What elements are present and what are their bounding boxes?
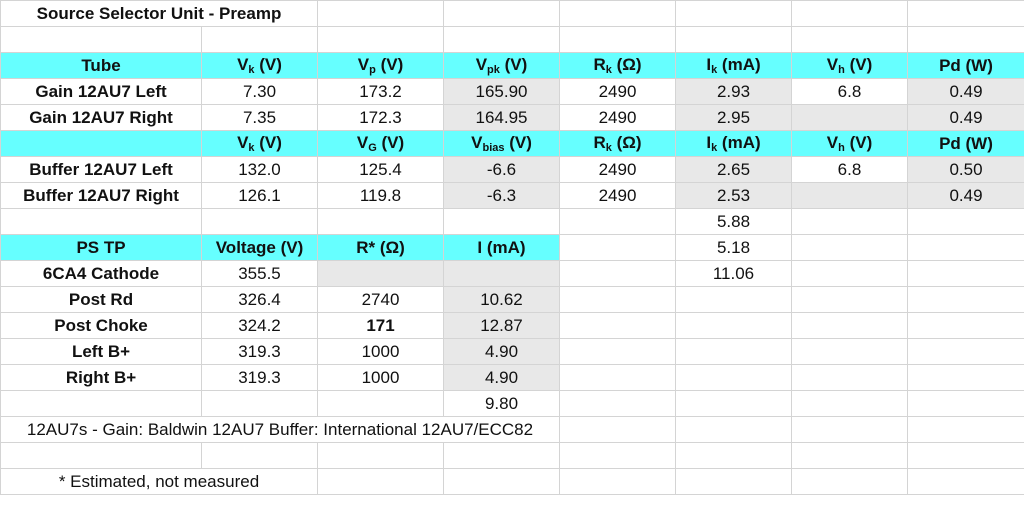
cell[interactable] xyxy=(318,1,444,27)
ik-cell[interactable]: 2.65 xyxy=(676,157,792,183)
estimated-note[interactable]: * Estimated, not measured xyxy=(1,469,318,495)
i-cell[interactable]: 10.62 xyxy=(444,287,560,313)
gain-header-cell[interactable] xyxy=(676,53,792,79)
empty-row xyxy=(1,443,1024,469)
header-unit: (mA) xyxy=(717,133,761,152)
vp-cell[interactable]: 172.3 xyxy=(318,105,444,131)
ps-header-row xyxy=(1,235,1024,261)
i-cell[interactable]: 4.90 xyxy=(444,365,560,391)
cell[interactable] xyxy=(318,209,444,235)
table-row xyxy=(1,105,1024,131)
header-subscript: k xyxy=(711,64,718,76)
voltage-cell[interactable]: 355.5 xyxy=(202,261,318,287)
vk-cell[interactable]: 126.1 xyxy=(202,183,318,209)
header-unit: (V) xyxy=(254,133,282,152)
ps-label[interactable]: Right B+ xyxy=(1,365,202,391)
cell[interactable] xyxy=(792,287,908,313)
cell[interactable] xyxy=(444,443,560,469)
vk-cell[interactable]: 7.30 xyxy=(202,79,318,105)
vg-cell[interactable]: 125.4 xyxy=(318,157,444,183)
header-unit: (mA) xyxy=(717,55,761,74)
cell[interactable] xyxy=(676,287,792,313)
header-main: Pd (W) xyxy=(939,133,993,153)
gain-header-row xyxy=(1,53,1024,79)
ik-sum-cell[interactable]: 11.06 xyxy=(676,261,792,287)
r-cell[interactable]: 2740 xyxy=(318,287,444,313)
i-cell[interactable]: 12.87 xyxy=(444,313,560,339)
gain-header-cell[interactable] xyxy=(318,53,444,79)
cell[interactable] xyxy=(318,27,444,53)
cell[interactable] xyxy=(908,209,1024,235)
cell[interactable] xyxy=(560,235,676,261)
cell[interactable] xyxy=(792,443,908,469)
voltage-cell[interactable]: 319.3 xyxy=(202,339,318,365)
gain-header-cell[interactable] xyxy=(1,53,202,79)
r-cell[interactable]: 171 xyxy=(318,313,444,339)
cell[interactable] xyxy=(318,391,444,417)
header-unit: (V) xyxy=(376,133,405,152)
vh-cell[interactable]: 6.8 xyxy=(792,79,908,105)
table-row xyxy=(1,157,1024,183)
header-main: I xyxy=(706,55,712,74)
cell[interactable] xyxy=(560,313,676,339)
cell[interactable] xyxy=(676,417,792,443)
header-unit: (Ω) xyxy=(611,55,642,74)
cell[interactable] xyxy=(676,443,792,469)
cell[interactable] xyxy=(560,339,676,365)
cell[interactable] xyxy=(676,391,792,417)
sheet-title[interactable]: Source Selector Unit - Preamp xyxy=(1,1,318,27)
header-main: V xyxy=(237,55,249,74)
header-subscript: k xyxy=(248,142,255,154)
rk-cell[interactable]: 2490 xyxy=(560,105,676,131)
cell[interactable] xyxy=(908,27,1024,53)
header-subscript: k xyxy=(711,142,718,154)
header-main: V xyxy=(826,55,839,74)
header-subscript: h xyxy=(838,142,845,154)
cell[interactable] xyxy=(792,261,908,287)
buffer-header-row xyxy=(1,131,1024,157)
cell[interactable] xyxy=(676,313,792,339)
cell[interactable] xyxy=(908,235,1024,261)
table-row xyxy=(1,313,1024,339)
i-total-cell[interactable]: 9.80 xyxy=(444,391,560,417)
header-subscript: k xyxy=(605,64,612,76)
r-cell[interactable] xyxy=(318,261,444,287)
cell[interactable] xyxy=(1,209,202,235)
cell[interactable] xyxy=(792,27,908,53)
table-row xyxy=(1,391,1024,417)
cell[interactable] xyxy=(908,443,1024,469)
vh-cell[interactable] xyxy=(792,183,908,209)
table-row xyxy=(1,183,1024,209)
vbias-cell[interactable]: -6.3 xyxy=(444,183,560,209)
cell[interactable] xyxy=(560,417,676,443)
header-main: V xyxy=(357,55,370,74)
cell[interactable] xyxy=(560,261,676,287)
cell[interactable] xyxy=(444,27,560,53)
cell[interactable] xyxy=(560,469,676,495)
header-subscript: h xyxy=(838,64,845,76)
cell[interactable] xyxy=(560,27,676,53)
title-row xyxy=(1,1,1024,27)
tube-label[interactable]: Buffer 12AU7 Right xyxy=(1,183,202,209)
vh-cell[interactable]: 6.8 xyxy=(792,157,908,183)
gain-header-cell[interactable] xyxy=(202,53,318,79)
cell[interactable] xyxy=(908,261,1024,287)
header-main: V xyxy=(237,133,249,152)
header-subscript: pk xyxy=(487,64,500,76)
header-unit: (V) xyxy=(375,55,404,74)
ps-label[interactable]: 6CA4 Cathode xyxy=(1,261,202,287)
cell[interactable] xyxy=(676,1,792,27)
cell[interactable] xyxy=(908,1,1024,27)
cell[interactable] xyxy=(792,1,908,27)
header-subscript: k xyxy=(248,64,255,76)
header-unit: (V) xyxy=(504,133,532,152)
pd-cell[interactable]: 0.49 xyxy=(908,79,1024,105)
voltage-cell[interactable]: 319.3 xyxy=(202,365,318,391)
vk-cell[interactable]: 132.0 xyxy=(202,157,318,183)
cell[interactable] xyxy=(908,339,1024,365)
buffer-header-cell[interactable] xyxy=(202,131,318,157)
pd-cell[interactable]: 0.49 xyxy=(908,183,1024,209)
cell[interactable] xyxy=(1,391,202,417)
pd-cell[interactable]: 0.49 xyxy=(908,105,1024,131)
cell[interactable] xyxy=(908,469,1024,495)
cell[interactable] xyxy=(908,313,1024,339)
cell[interactable] xyxy=(792,339,908,365)
header-main: V xyxy=(471,133,483,152)
empty-row xyxy=(1,27,1024,53)
cell[interactable] xyxy=(908,391,1024,417)
cell[interactable] xyxy=(908,365,1024,391)
cell[interactable] xyxy=(676,27,792,53)
vh-cell[interactable] xyxy=(792,105,908,131)
ik-sum-cell[interactable]: 5.18 xyxy=(676,235,792,261)
buffer-header-cell[interactable] xyxy=(908,131,1024,157)
header-main: V xyxy=(356,133,369,152)
gain-header-cell[interactable] xyxy=(792,53,908,79)
buffer-header-cell[interactable] xyxy=(792,131,908,157)
tubes-note[interactable]: 12AU7s - Gain: Baldwin 12AU7 Buffer: International 12AU7/ECC82 xyxy=(1,417,560,443)
header-unit: (Ω) xyxy=(611,133,642,152)
cell[interactable] xyxy=(676,339,792,365)
cell[interactable] xyxy=(444,1,560,27)
cell[interactable] xyxy=(202,27,318,53)
header-subscript: G xyxy=(368,142,377,154)
ps-label[interactable]: Post Choke xyxy=(1,313,202,339)
cell[interactable] xyxy=(560,443,676,469)
cell[interactable] xyxy=(676,469,792,495)
cell[interactable] xyxy=(318,443,444,469)
cell[interactable] xyxy=(792,313,908,339)
table-row xyxy=(1,261,1024,287)
header-main: Tube xyxy=(81,55,121,75)
ik-sum-cell[interactable]: 5.88 xyxy=(676,209,792,235)
gain-header-cell[interactable] xyxy=(908,53,1024,79)
voltage-cell[interactable]: 324.2 xyxy=(202,313,318,339)
cell[interactable] xyxy=(792,391,908,417)
vk-cell[interactable]: 7.35 xyxy=(202,105,318,131)
rk-cell[interactable]: 2490 xyxy=(560,157,676,183)
header-main: V xyxy=(475,55,488,74)
buffer-header-cell[interactable] xyxy=(318,131,444,157)
r-cell[interactable]: 1000 xyxy=(318,339,444,365)
buffer-header-cell[interactable] xyxy=(1,131,202,157)
cell[interactable] xyxy=(1,443,202,469)
cell[interactable] xyxy=(792,469,908,495)
header-unit: (V) xyxy=(499,55,528,74)
voltage-cell[interactable]: 326.4 xyxy=(202,287,318,313)
header-subscript: k xyxy=(605,142,612,154)
cell[interactable] xyxy=(560,287,676,313)
table-row xyxy=(1,365,1024,391)
header-main: R xyxy=(593,55,606,74)
ps-header-cell[interactable]: I (mA) xyxy=(444,235,560,261)
vg-cell[interactable]: 119.8 xyxy=(318,183,444,209)
i-cell[interactable]: 4.90 xyxy=(444,339,560,365)
cell[interactable] xyxy=(444,209,560,235)
cell[interactable] xyxy=(202,209,318,235)
cell[interactable] xyxy=(202,391,318,417)
cell[interactable] xyxy=(560,391,676,417)
vpk-cell[interactable]: 165.90 xyxy=(444,79,560,105)
table-row xyxy=(1,287,1024,313)
cell[interactable] xyxy=(444,469,560,495)
vpk-cell[interactable]: 164.95 xyxy=(444,105,560,131)
tube-label[interactable]: Buffer 12AU7 Left xyxy=(1,157,202,183)
header-main: R xyxy=(593,133,606,152)
cell[interactable] xyxy=(792,235,908,261)
header-unit: (V) xyxy=(844,133,873,152)
buffer-header-cell[interactable] xyxy=(560,131,676,157)
ik-cell[interactable]: 2.95 xyxy=(676,105,792,131)
table-row xyxy=(1,339,1024,365)
header-main: I xyxy=(706,133,712,152)
gain-header-cell[interactable] xyxy=(560,53,676,79)
ps-label[interactable]: Post Rd xyxy=(1,287,202,313)
vbias-cell[interactable]: -6.6 xyxy=(444,157,560,183)
cell[interactable] xyxy=(560,1,676,27)
cell[interactable] xyxy=(560,209,676,235)
ik-cell[interactable]: 2.53 xyxy=(676,183,792,209)
header-main: V xyxy=(826,133,839,152)
cell[interactable] xyxy=(676,365,792,391)
header-unit: (V) xyxy=(254,55,282,74)
cell[interactable] xyxy=(792,209,908,235)
cell[interactable] xyxy=(792,417,908,443)
header-subscript: p xyxy=(369,64,376,76)
header-subscript: bias xyxy=(482,142,505,154)
ps-header-cell[interactable]: PS TP xyxy=(1,235,202,261)
buffer-header-cell[interactable] xyxy=(676,131,792,157)
table-row xyxy=(1,79,1024,105)
tube-label[interactable]: Gain 12AU7 Left xyxy=(1,79,202,105)
tube-label[interactable]: Gain 12AU7 Right xyxy=(1,105,202,131)
pd-cell[interactable]: 0.50 xyxy=(908,157,1024,183)
note-row xyxy=(1,469,1024,495)
rk-cell[interactable]: 2490 xyxy=(560,79,676,105)
ps-label[interactable]: Left B+ xyxy=(1,339,202,365)
ik-cell[interactable]: 2.93 xyxy=(676,79,792,105)
i-cell[interactable] xyxy=(444,261,560,287)
cell[interactable] xyxy=(792,365,908,391)
cell[interactable] xyxy=(1,27,202,53)
note-row xyxy=(1,417,1024,443)
cell[interactable] xyxy=(318,469,444,495)
cell[interactable] xyxy=(908,287,1024,313)
r-cell[interactable]: 1000 xyxy=(318,365,444,391)
ps-header-cell[interactable]: Voltage (V) xyxy=(202,235,318,261)
buffer-header-cell[interactable] xyxy=(444,131,560,157)
table-row xyxy=(1,209,1024,235)
rk-cell[interactable]: 2490 xyxy=(560,183,676,209)
vp-cell[interactable]: 173.2 xyxy=(318,79,444,105)
cell[interactable] xyxy=(560,365,676,391)
gain-header-cell[interactable] xyxy=(444,53,560,79)
cell[interactable] xyxy=(202,443,318,469)
header-main: Pd (W) xyxy=(939,55,993,75)
header-unit: (V) xyxy=(844,55,873,74)
ps-header-cell[interactable]: R* (Ω) xyxy=(318,235,444,261)
cell[interactable] xyxy=(908,417,1024,443)
